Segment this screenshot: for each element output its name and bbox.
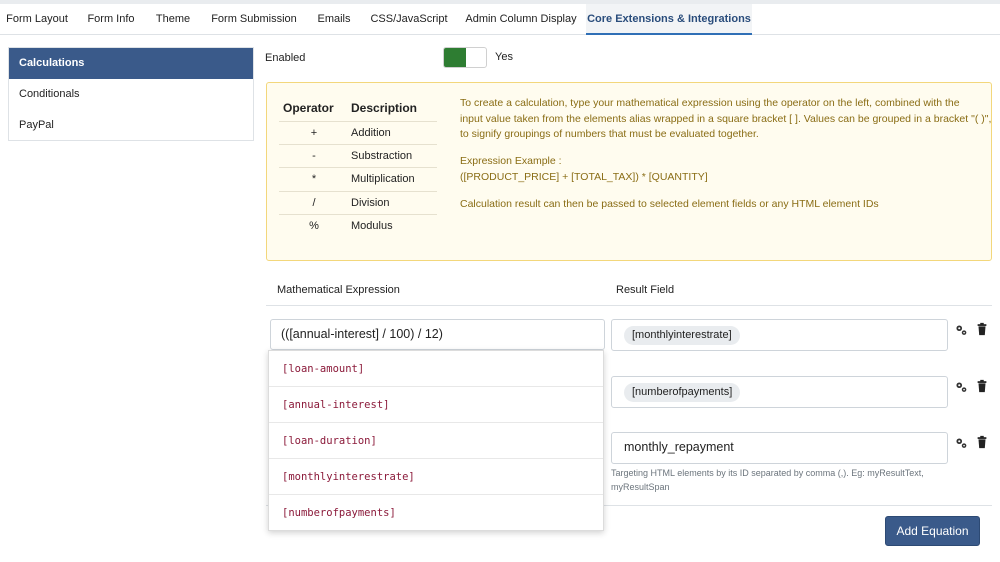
result-field-input[interactable] (611, 376, 948, 408)
equation-table-header (266, 272, 992, 306)
tab-core-extensions[interactable]: Core Extensions & Integrations (586, 4, 752, 35)
operator-row (279, 167, 437, 190)
operator-symbol: * (311, 173, 317, 185)
result-field-hint (611, 466, 924, 494)
trash-icon[interactable] (975, 379, 989, 393)
expression-input[interactable]: (([annual-interest] / 100) / 12) (270, 319, 605, 350)
help-text-line: to signify groupings of numbers that must be evaluated together. (460, 128, 759, 140)
sidebar-item-conditionals[interactable]: Conditionals (19, 88, 80, 100)
alias-autocomplete-dropdown (268, 350, 604, 531)
operator-symbol: / (312, 197, 316, 209)
toggle-state-text: Yes (495, 51, 513, 63)
tab-theme[interactable]: Theme (155, 13, 191, 25)
column-header-expression: Mathematical Expression (277, 284, 400, 296)
hint-line: myResultSpan (611, 482, 670, 492)
toggle-on-indicator (444, 48, 466, 67)
operator-description: Division (351, 197, 390, 209)
operator-symbol: + (310, 127, 318, 139)
tab-form-info[interactable]: Form Info (87, 13, 135, 25)
operator-row (279, 191, 437, 214)
sidebar (8, 47, 254, 141)
result-tag: [numberofpayments] (624, 383, 740, 402)
dropdown-option[interactable]: [monthlyinterestrate] (269, 459, 603, 495)
trash-icon[interactable] (975, 435, 989, 449)
result-field-value: monthly_repayment (624, 440, 734, 454)
enabled-toggle[interactable] (443, 47, 487, 68)
trash-icon[interactable] (975, 322, 989, 336)
result-note: Calculation result can then be passed to selected element fields or any HTML element IDs (460, 198, 879, 210)
enabled-label: Enabled (265, 52, 306, 64)
dropdown-option[interactable]: [loan-amount] (269, 351, 603, 387)
column-header-result: Result Field (616, 284, 675, 296)
tab-form-layout[interactable]: Form Layout (6, 13, 68, 25)
operator-row (279, 121, 437, 144)
operator-header: Operator (283, 101, 334, 115)
sidebar-item-calculations[interactable]: Calculations (9, 48, 253, 79)
hint-line: Targeting HTML elements by its ID separated by comma (,). Eg: myResultText, (611, 468, 924, 478)
operator-row (279, 214, 437, 237)
gears-icon[interactable] (954, 380, 968, 394)
result-tag: [monthlyinterestrate] (624, 326, 740, 345)
operator-description: Addition (351, 127, 391, 139)
result-field-input[interactable] (611, 432, 948, 464)
tab-emails[interactable]: Emails (317, 13, 351, 25)
dropdown-option[interactable]: [numberofpayments] (282, 507, 396, 519)
operator-description: Multiplication (351, 173, 415, 185)
result-field-input[interactable] (611, 319, 948, 351)
example-value: ([PRODUCT_PRICE] + [TOTAL_TAX]) * [QUANTITY] (460, 171, 708, 183)
dropdown-option[interactable]: [loan-duration] (269, 423, 603, 459)
tab-form-submission[interactable]: Form Submission (211, 13, 297, 25)
tab-bar (0, 4, 1000, 35)
gears-icon[interactable] (954, 436, 968, 450)
tab-admin-column-display[interactable]: Admin Column Display (465, 13, 577, 25)
gears-icon[interactable] (954, 323, 968, 337)
operator-symbol: - (312, 150, 316, 162)
operator-symbol: % (309, 220, 319, 232)
tab-css-javascript[interactable]: CSS/JavaScript (370, 13, 448, 25)
calculation-help-box (266, 82, 992, 261)
operator-description: Modulus (351, 220, 393, 232)
sidebar-item-paypal[interactable]: PayPal (19, 119, 54, 131)
operator-description: Substraction (351, 150, 413, 162)
description-header: Description (351, 101, 418, 115)
help-text-line: To create a calculation, type your mathematical expression using the operator on the left, combined with the (460, 97, 960, 109)
add-equation-button[interactable]: Add Equation (885, 516, 980, 546)
dropdown-option[interactable]: [annual-interest] (269, 387, 603, 423)
example-label: Expression Example : (460, 155, 562, 167)
help-text-line: input value taken from the elements alias wrapped in a square bracket [ ]. Values can be grouped in a bracket "( )", (460, 113, 992, 125)
operator-row (279, 144, 437, 167)
